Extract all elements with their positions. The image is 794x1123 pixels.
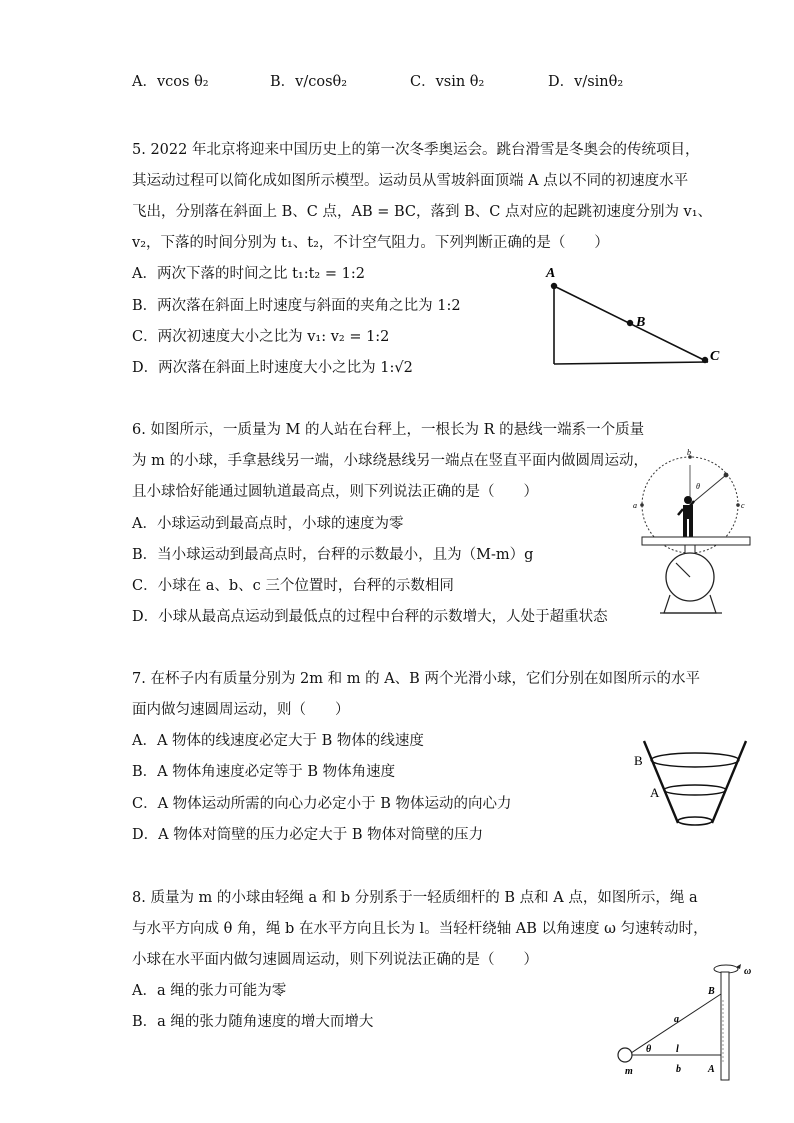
q6-stem-line: 且小球恰好能通过圆轨道最高点，则下列说法正确的是（ ） bbox=[132, 484, 538, 500]
q6-option-a: A．小球运动到最高点时，小球的速度为零 bbox=[132, 516, 404, 532]
q5-option-d: D．两次落在斜面上时速度大小之比为 1:√2 bbox=[132, 360, 413, 376]
q7-option-c: C．A 物体运动所需的向心力必定小于 B 物体运动的向心力 bbox=[132, 796, 512, 812]
q8-label-m: m bbox=[625, 1066, 633, 1077]
q7-stem-line: 面内做匀速圆周运动，则（ ） bbox=[132, 702, 350, 718]
q5-label-b: B bbox=[636, 315, 646, 330]
q8-stem-line: 8. 质量为 m 的小球由轻绳 a 和 b 分别系于一轻质细杆的 B 点和 A 点，如图所示，绳 a bbox=[132, 890, 698, 906]
q5-slope-figure bbox=[540, 262, 730, 374]
q6-label-theta: θ bbox=[696, 482, 700, 491]
q7-label-b: B bbox=[634, 753, 643, 768]
q8-label-point-b: B bbox=[708, 986, 715, 997]
q4-option-c: C．vsin θ₂ bbox=[410, 74, 485, 90]
q8-label-rope-a: a bbox=[674, 1014, 679, 1025]
q6-option-d: D．小球从最高点运动到最低点的过程中台秤的示数增大，人处于超重状态 bbox=[132, 609, 608, 625]
q4-option-d: D．v/sinθ₂ bbox=[548, 74, 624, 90]
q8-label-omega: ω bbox=[744, 966, 752, 977]
q7-cup-figure bbox=[630, 735, 755, 833]
q8-stem-line: 小球在水平面内做匀速圆周运动，则下列说法正确的是（ ） bbox=[132, 952, 538, 968]
q7-label-a: A bbox=[650, 785, 660, 800]
q7-option-d: D．A 物体对筒壁的压力必定大于 B 物体对筒壁的压力 bbox=[132, 827, 484, 843]
q5-stem-line: 其运动过程可以简化成如图所示模型。运动员从雪坡斜面顶端 A 点以不同的初速度水平 bbox=[132, 173, 689, 189]
q8-label-theta: θ bbox=[646, 1044, 652, 1055]
q8-option-b: B．a 绳的张力随角速度的增大而增大 bbox=[132, 1014, 374, 1030]
q6-label-a: a bbox=[633, 501, 637, 510]
q6-label-b: b bbox=[687, 448, 691, 457]
q5-stem-line: 飞出，分别落在斜面上 B、C 点，AB = BC，落到 B、C 点对应的起跳初速度分别为 v₁、 bbox=[132, 204, 713, 220]
q5-stem-line: v₂，下落的时间分别为 t₁、t₂，不计空气阻力。下列判断正确的是（ ） bbox=[132, 235, 609, 251]
person-figure bbox=[678, 496, 694, 537]
q7-option-a: A．A 物体的线速度必定大于 B 物体的线速度 bbox=[132, 733, 424, 749]
q6-stem-line: 6. 如图所示，一质量为 M 的人站在台秤上，一根长为 R 的悬线一端系一个质量 bbox=[132, 422, 645, 438]
q4-option-b: B．v/cosθ₂ bbox=[270, 74, 348, 90]
q8-rod-figure bbox=[610, 960, 770, 1086]
q6-scale-figure bbox=[630, 445, 760, 617]
q7-stem-line: 7. 在杯子内有质量分别为 2m 和 m 的 A、B 两个光滑小球，它们分别在如图所示的水平 bbox=[132, 671, 700, 687]
q8-label-rope-b: b bbox=[676, 1064, 681, 1075]
q8-label-l: l bbox=[676, 1044, 679, 1055]
q8-option-a: A．a 绳的张力可能为零 bbox=[132, 983, 287, 999]
q6-option-c: C．小球在 a、b、c 三个位置时，台秤的示数相同 bbox=[132, 578, 454, 594]
q6-stem-line: 为 m 的小球，手拿悬线另一端，小球绕悬线另一端点在竖直平面内做圆周运动， bbox=[132, 453, 648, 469]
q4-option-a: A．vcos θ₂ bbox=[132, 74, 209, 90]
q5-option-b: B．两次落在斜面上时速度与斜面的夹角之比为 1:2 bbox=[132, 298, 461, 314]
q8-stem-line: 与水平方向成 θ 角，绳 b 在水平方向且长为 l。当轻杆绕轴 AB 以角速度 ω 匀速转动时， bbox=[132, 921, 708, 937]
q5-stem-line: 5. 2022 年北京将迎来中国历史上的第一次冬季奥运会。跳台滑雪是冬奥会的传统项目， bbox=[132, 142, 700, 158]
q5-label-c: C bbox=[710, 349, 720, 364]
q8-label-point-a: A bbox=[708, 1064, 715, 1075]
q6-label-c: c bbox=[741, 501, 745, 510]
q6-option-b: B．当小球运动到最高点时，台秤的示数最小，且为（M-m）g bbox=[132, 547, 534, 563]
q7-option-b: B．A 物体角速度必定等于 B 物体角速度 bbox=[132, 764, 396, 780]
q5-label-a: A bbox=[546, 266, 556, 281]
q5-option-a: A．两次下落的时间之比 t₁:t₂ = 1:2 bbox=[132, 266, 365, 282]
q5-option-c: C．两次初速度大小之比为 v₁: v₂ = 1:2 bbox=[132, 329, 390, 345]
